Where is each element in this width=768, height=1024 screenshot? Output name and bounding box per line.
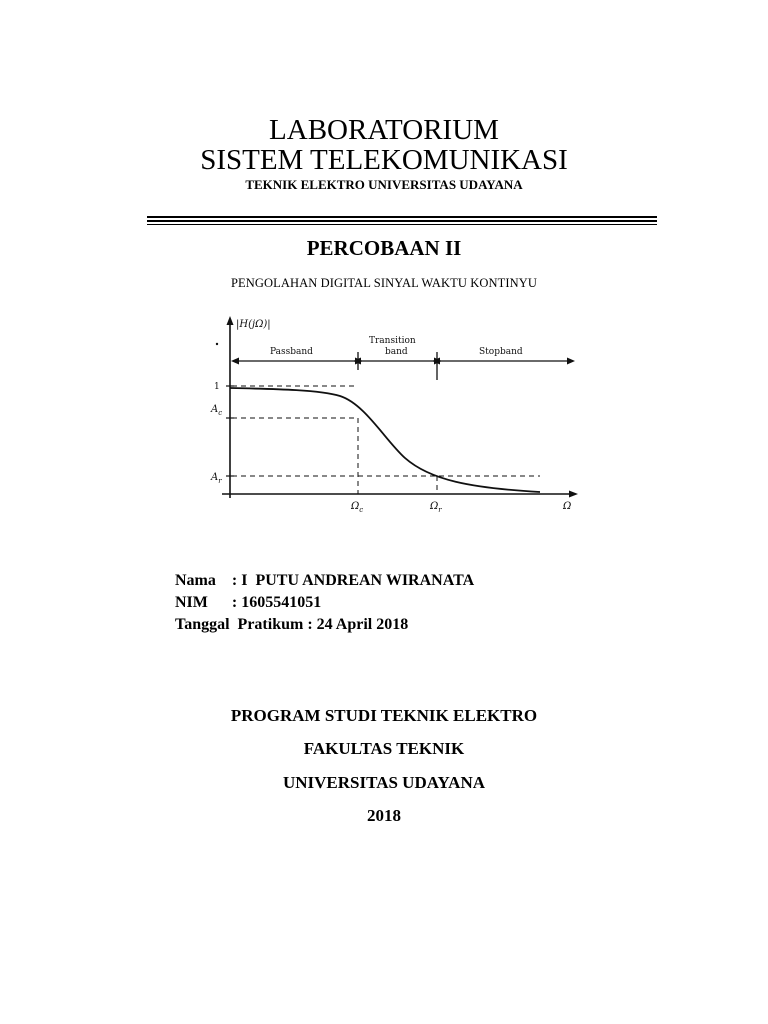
- omega-r-label: $\Omega_r$: [430, 501, 442, 514]
- practicum-date: Tanggal Pratikum : 24 April 2018: [175, 616, 409, 633]
- x-axis-arrow: [569, 491, 578, 498]
- student-nim: NIM : 1605541051: [175, 594, 322, 611]
- divider-top: [147, 216, 657, 218]
- omega-c-arrow-left: [353, 358, 361, 365]
- response-curve: [230, 388, 540, 492]
- lab-title-line2: SISTEM TELEKOMUNIKASI: [200, 144, 568, 176]
- transition-label-2: band: [385, 347, 408, 357]
- footer-year: 2018: [367, 806, 401, 825]
- omega-r-arrow-right: [434, 358, 442, 365]
- stopband-label: Stopband: [479, 347, 523, 357]
- footer-faculty: FAKULTAS TEKNIK: [303, 739, 465, 758]
- experiment-title: PERCOBAAN II: [306, 236, 462, 260]
- experiment-subtitle: PENGOLAHAN DIGITAL SINYAL WAKTU KONTINYU: [231, 276, 537, 290]
- omega-r-arrow-left: [432, 358, 440, 365]
- passband-label: Passband: [270, 347, 313, 357]
- y-axis-label: |H(jΩ)|: [236, 319, 271, 330]
- divider-bottom: [147, 224, 657, 225]
- tick-ar-label: $A_r$: [211, 472, 222, 485]
- x-axis-label: Ω: [563, 501, 572, 512]
- lab-title-line1: LABORATORIUM: [269, 114, 499, 146]
- lab-subtitle: TEKNIK ELEKTRO UNIVERSITAS UDAYANA: [245, 177, 523, 192]
- footer-program: PROGRAM STUDI TEKNIK ELEKTRO: [230, 706, 538, 725]
- student-name: Nama : I PUTU ANDREAN WIRANATA: [175, 572, 475, 589]
- tick-one-label: 1: [214, 382, 220, 392]
- footer-university: UNIVERSITAS UDAYANA: [282, 773, 485, 792]
- band-arrow-left: [231, 358, 239, 365]
- y-axis-arrow: [227, 316, 234, 325]
- transition-label-1: Transition: [369, 336, 416, 346]
- omega-c-label: $\Omega_c$: [351, 501, 364, 514]
- omega-c-arrow-right: [355, 358, 363, 365]
- tick-ac-label: $A_c$: [211, 404, 223, 417]
- stray-dot: [216, 343, 218, 345]
- band-arrow-right: [567, 358, 575, 365]
- divider-middle: [147, 220, 657, 222]
